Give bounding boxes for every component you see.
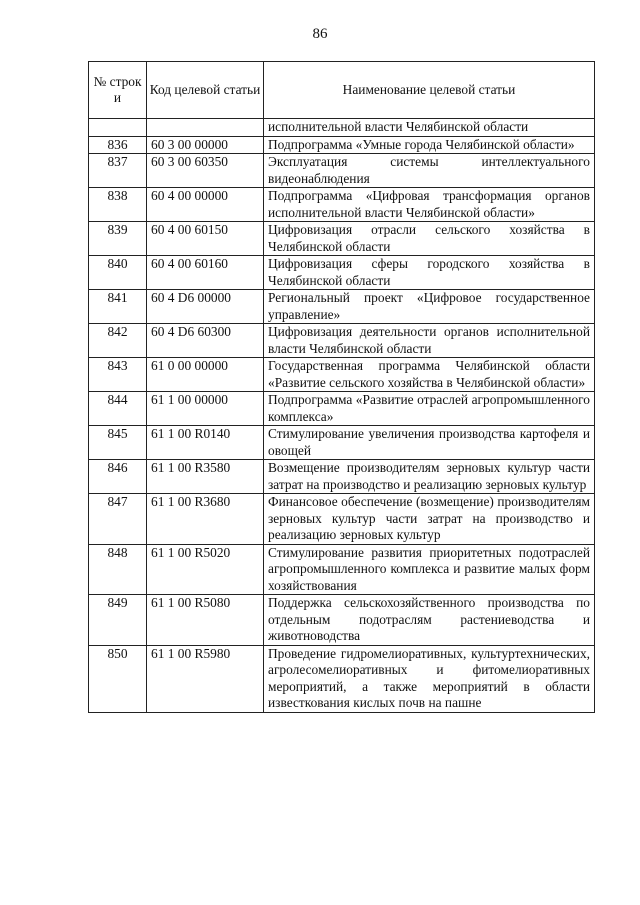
target-name-cell: Эксплуатация системы интеллектуального видеонаблюдения	[264, 154, 595, 188]
target-code-cell: 60 4 00 00000	[147, 188, 264, 222]
row-number-cell: 836	[89, 136, 147, 154]
target-code-cell: 61 0 00 00000	[147, 358, 264, 392]
target-code-cell: 61 1 00 R5080	[147, 595, 264, 646]
target-name-cell: Проведение гидромелиоративных, культуртехнических, агролесомелиоративных и фитомелиоративных мероприятий, а также мероприятий в области известкования кислых почв на пашне	[264, 645, 595, 712]
header-row-number: № строк и	[89, 62, 147, 119]
table-row	[89, 324, 595, 358]
target-code-cell: 60 3 00 00000	[147, 136, 264, 154]
target-name-cell: Региональный проект «Цифровое государственное управление»	[264, 290, 595, 324]
row-number-cell: 849	[89, 595, 147, 646]
row-number-cell: 843	[89, 358, 147, 392]
target-code-cell: 60 3 00 60350	[147, 154, 264, 188]
table-row	[89, 392, 595, 426]
row-number-cell: 840	[89, 256, 147, 290]
target-code-cell: 61 1 00 R3580	[147, 460, 264, 494]
row-number-cell: 837	[89, 154, 147, 188]
table-row	[89, 494, 595, 545]
table-row-continuation	[89, 119, 595, 137]
target-code-cell: 61 1 00 R0140	[147, 426, 264, 460]
row-number-cell: 842	[89, 324, 147, 358]
target-name-cell: Цифровизация отрасли сельского хозяйства в Челябинской области	[264, 222, 595, 256]
row-number-cell: 845	[89, 426, 147, 460]
table-row	[89, 256, 595, 290]
budget-classification-table	[88, 61, 595, 713]
header-target-code: Код целевой статьи	[147, 62, 264, 119]
target-code-cell: 60 4 D6 60300	[147, 324, 264, 358]
row-number-cell: 839	[89, 222, 147, 256]
row-number-cell: 844	[89, 392, 147, 426]
row-number-cell	[89, 119, 147, 137]
table-row	[89, 544, 595, 595]
target-name-cell: Стимулирование увеличения производства картофеля и овощей	[264, 426, 595, 460]
page-number: 86	[312, 26, 328, 42]
table-row	[89, 426, 595, 460]
target-name-cell: исполнительной власти Челябинской области	[264, 119, 595, 137]
target-code-cell: 61 1 00 R3680	[147, 494, 264, 545]
table-row	[89, 460, 595, 494]
target-code-cell: 61 1 00 R5020	[147, 544, 264, 595]
row-number-cell: 847	[89, 494, 147, 545]
target-name-cell: Цифровизация сферы городского хозяйства в Челябинской области	[264, 256, 595, 290]
row-number-cell: 846	[89, 460, 147, 494]
target-name-cell: Государственная программа Челябинской области «Развитие сельского хозяйства в Челябинской области»	[264, 358, 595, 392]
target-code-cell: 61 1 00 00000	[147, 392, 264, 426]
header-target-name: Наименование целевой статьи	[264, 62, 595, 119]
target-code-cell	[147, 119, 264, 137]
target-code-cell: 60 4 00 60160	[147, 256, 264, 290]
target-name-cell: Цифровизация деятельности органов исполнительной власти Челябинской области	[264, 324, 595, 358]
target-name-cell: Поддержка сельскохозяйственного производства по отдельным подотраслям растениеводства и животноводства	[264, 595, 595, 646]
target-name-cell: Подпрограмма «Умные города Челябинской области»	[264, 136, 595, 154]
table-row	[89, 136, 595, 154]
target-name-cell: Возмещение производителям зерновых культур части затрат на производство и реализацию зерновых культур	[264, 460, 595, 494]
target-code-cell: 60 4 D6 00000	[147, 290, 264, 324]
target-name-cell: Финансовое обеспечение (возмещение) производителям зерновых культур части затрат на производство и реализацию зерновых культур	[264, 494, 595, 545]
table-row	[89, 645, 595, 712]
row-number-cell: 850	[89, 645, 147, 712]
target-name-cell: Подпрограмма «Развитие отраслей агропромышленного комплекса»	[264, 392, 595, 426]
table-row	[89, 358, 595, 392]
table-row	[89, 595, 595, 646]
table-row	[89, 222, 595, 256]
table-row	[89, 188, 595, 222]
target-code-cell: 60 4 00 60150	[147, 222, 264, 256]
row-number-cell: 848	[89, 544, 147, 595]
table-header-row	[89, 62, 595, 119]
target-name-cell: Стимулирование развития приоритетных подотраслей агропромышленного комплекса и развитие малых форм хозяйствования	[264, 544, 595, 595]
target-code-cell: 61 1 00 R5980	[147, 645, 264, 712]
table-row	[89, 290, 595, 324]
table-row	[89, 154, 595, 188]
row-number-cell: 841	[89, 290, 147, 324]
row-number-cell: 838	[89, 188, 147, 222]
target-name-cell: Подпрограмма «Цифровая трансформация органов исполнительной власти Челябинской области»	[264, 188, 595, 222]
